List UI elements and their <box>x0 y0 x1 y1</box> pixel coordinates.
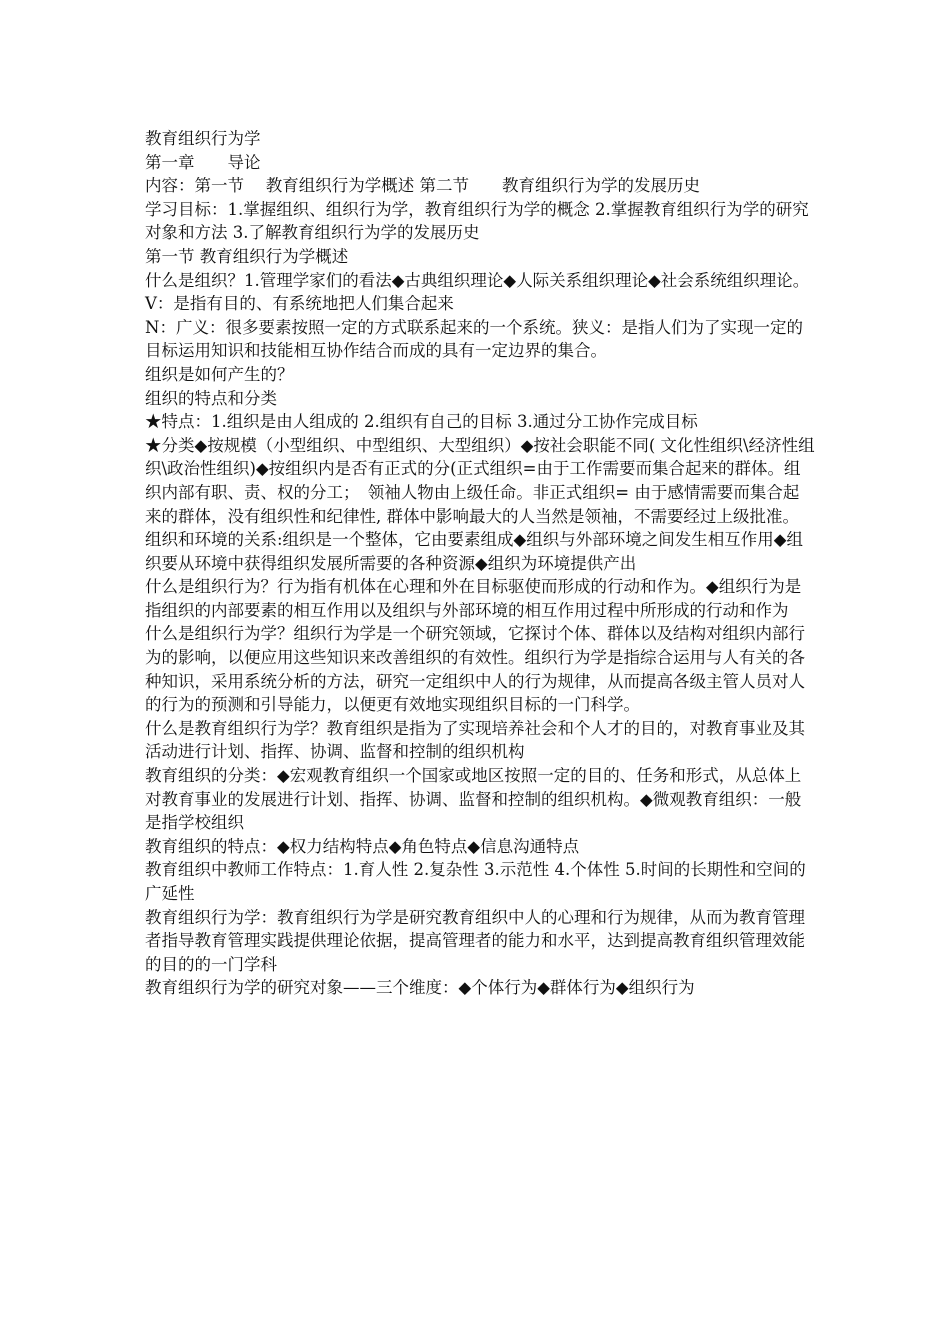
paragraph: 什么是组织行为？行为指有机体在心理和外在目标驱使而形成的行动和作为。◆组织行为是指组织的内部要素的相互作用以及组织与外部环境的相互作用过程中所形成的行动和作为 <box>145 577 802 620</box>
paragraph: 什么是组织？1.管理学家们的看法◆古典组织理论◆人际关系组织理论◆社会系统组织理论。V：是指有目的、有系统地把人们集合起来 <box>145 270 810 314</box>
section-heading: 第一节 教育组织行为学概述 <box>145 246 349 266</box>
paragraph: 什么是组织行为学？组织行为学是一个研究领域，它探讨个体、群体以及结构对组织内部行为的影响，以便应用这些知识来改善组织的有效性。组织行为学是指综合运用与人有关的各种知识，采用系统分析的方法，研究一定组织中人的行为规律，从而提高各级主管人员对人的行为的预测和引导能力，以便更有效地实现组织目标的一门科学。 <box>145 624 805 715</box>
paragraph: 组织和环境的关系:组织是一个整体，它由要素组成◆组织与外部环境之间发生相互作用◆组织要从环境中获得组织发展所需要的各种资源◆组织为环境提供产出 <box>145 530 803 573</box>
chapter-heading: 第一章 导论 <box>145 152 261 172</box>
paragraph: 什么是教育组织行为学？教育组织是指为了实现培养社会和个人才的目的，对教育事业及其活动进行计划、指挥、协调、监督和控制的组织机构 <box>145 718 805 762</box>
paragraph: 内容：第一节 教育组织行为学概述 第二节 教育组织行为学的发展历史 <box>145 176 700 196</box>
paragraph: 教育组织的分类：◆宏观教育组织一个国家或地区按照一定的目的、任务和形式，从总体上对教育事业的发展进行计划、指挥、协调、监督和控制的组织机构。◆微观教育组织：一般是指学校组织 <box>145 766 802 833</box>
paragraph: 教育组织的特点：◆权力结构特点◆角色特点◆信息沟通特点 <box>145 836 580 856</box>
paragraph: 组织的特点和分类 <box>145 388 277 408</box>
document-body <box>145 127 815 1000</box>
paragraph: 教育组织行为学：教育组织行为学是研究教育组织中人的心理和行为规律，从而为教育管理者指导教育管理实践提供理论依据，提高管理者的能力和水平，达到提高教育组织管理效能的目的的一门学科 <box>145 907 805 974</box>
paragraph: 教育组织中教师工作特点：1.育人性 2.复杂性 3.示范性 4.个体性 5.时间的长期性和空间的广延性 <box>145 860 806 903</box>
paragraph: 组织是如何产生的？ <box>145 364 294 384</box>
paragraph: N：广义：很多要素按照一定的方式联系起来的一个系统。狭义：是指人们为了实现一定的目标运用知识和技能相互协作结合而成的具有一定边界的集合。 <box>145 317 803 361</box>
document-title: 教育组织行为学 <box>145 129 261 148</box>
paragraph: ★特点：1.组织是由人组成的 2.组织有自己的目标 3.通过分工协作完成目标 <box>145 412 698 432</box>
paragraph: 学习目标：1.掌握组织、组织行为学，教育组织行为学的概念 2.掌握教育组织行为学的研究对象和方法 3.了解教育组织行为学的发展历史 <box>145 199 809 243</box>
paragraph: 教育组织行为学的研究对象——三个维度：◆个体行为◆群体行为◆组织行为 <box>145 978 695 998</box>
paragraph: ★分类◆按规模（小型组织、中型组织、大型组织）◆按社会职能不同( 文化性组织\经济性组织\政治性组织)◆按组织内是否有正式的分(正式组织=由于工作需要而集合起来的群体。组织内部有职、责、权的分工； 领袖人物由上级任命。非正式组织= 由于感情需要而集合起来的群体，没有组织性和纪律性, 群体中影响最大的人当然是领袖，不需要经过上级批准。 <box>145 435 815 526</box>
